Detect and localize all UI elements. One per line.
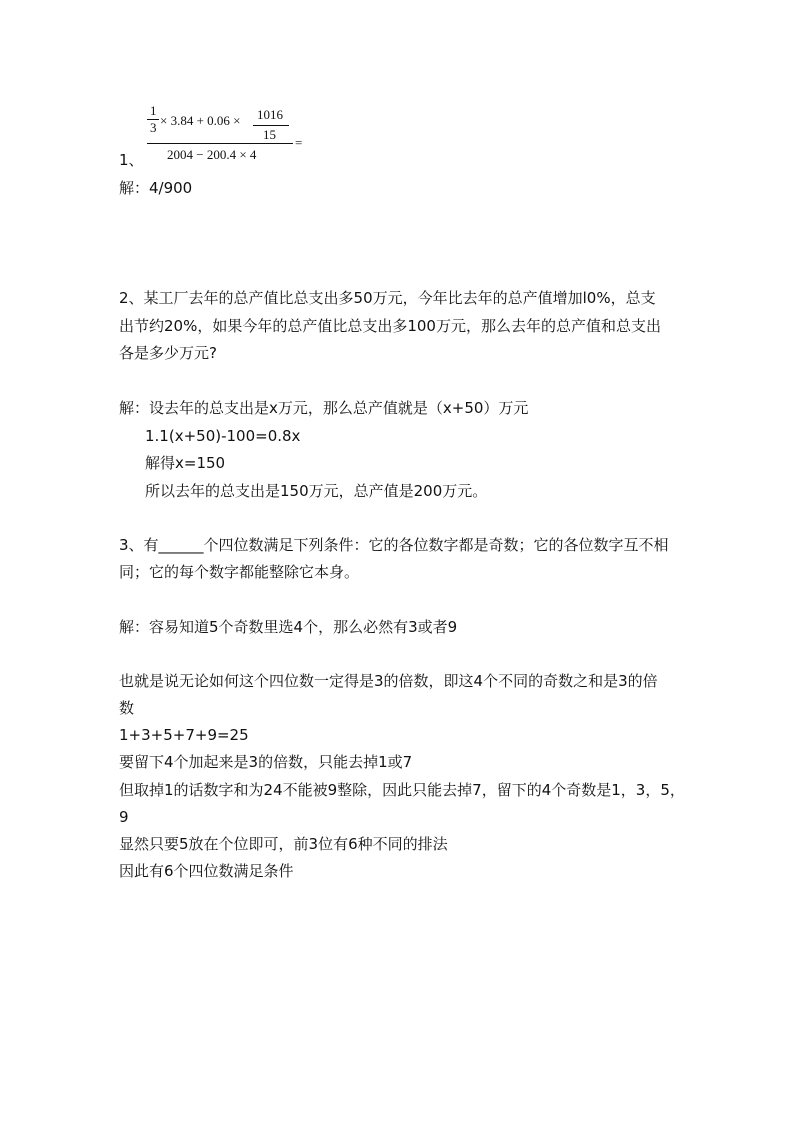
q1-frac2-bar (253, 125, 289, 126)
q2-solution-line-4: 所以去年的总支出是150万元，总产值是200万元。 (145, 482, 488, 500)
q3-solution-line-2: 也就是说无论如何这个四位数一定得是3的倍数，即这4个不同的奇数之和是3的倍 (119, 672, 658, 690)
q1-main-denominator: 2004 − 200.4 × 4 (167, 147, 257, 162)
q3-solution-line-1: 解：容易知道5个奇数里选4个，那么必然有3或者9 (119, 618, 458, 636)
q2-solution-line-2: 1.1(x+50)-100=0.8x (145, 427, 301, 445)
q3-solution-line-7: 9 (119, 808, 129, 826)
q3-solution-line-4: 1+3+5+7+9=25 (119, 726, 249, 744)
q1-frac2-numerator: 1016 (257, 107, 283, 122)
q3-solution-line-3: 数 (119, 699, 135, 717)
q3-solution-line-5: 要留下4个加起来是3的倍数，只能去掉1或7 (119, 753, 413, 771)
q3-solution-line-8: 显然只要5放在个位即可，前3位有6种不同的排法 (119, 835, 448, 853)
q1-equals-sign: = (295, 135, 303, 150)
q3-text-line-1: 3、有______个四位数满足下列条件：它的各位数字都是奇数；它的各位数字互不相 (119, 536, 669, 554)
q1-frac1-numerator: 1 (150, 103, 157, 118)
q2-solution-line-1: 解：设去年的总支出是x万元，那么总产值就是（x+50）万元 (119, 399, 529, 417)
q3-solution-line-9: 因此有6个四位数满足条件 (119, 862, 294, 880)
q3-solution-line-6: 但取掉1的话数字和为24不能被9整除，因此只能去掉7，留下的4个奇数是1，3，5， (119, 781, 685, 799)
q2-solution-line-3: 解得x=150 (145, 454, 226, 472)
q2-text-line-1: 2、某工厂去年的总产值比总支出多50万元，今年比去年的总产值增加l0%，总支 (119, 289, 656, 307)
q1-main-fraction-bar (147, 143, 293, 144)
q1-frac2-denominator: 15 (263, 127, 276, 142)
q1-formula-middle: × 3.84 + 0.06 × (160, 113, 241, 128)
q1-answer: 解：4/900 (119, 179, 193, 197)
q1-formula (145, 104, 315, 166)
q1-frac1-denominator: 3 (150, 120, 157, 135)
q3-text-line-2: 同；它的每个数字都能整除它本身。 (119, 563, 360, 581)
q1-number: 1、 (119, 151, 144, 169)
q2-text-line-3: 各是多少万元? (119, 344, 217, 362)
q2-text-line-2: 出节约20%，如果今年的总产值比总支出多100万元，那么去年的总产值和总支出 (119, 317, 661, 335)
